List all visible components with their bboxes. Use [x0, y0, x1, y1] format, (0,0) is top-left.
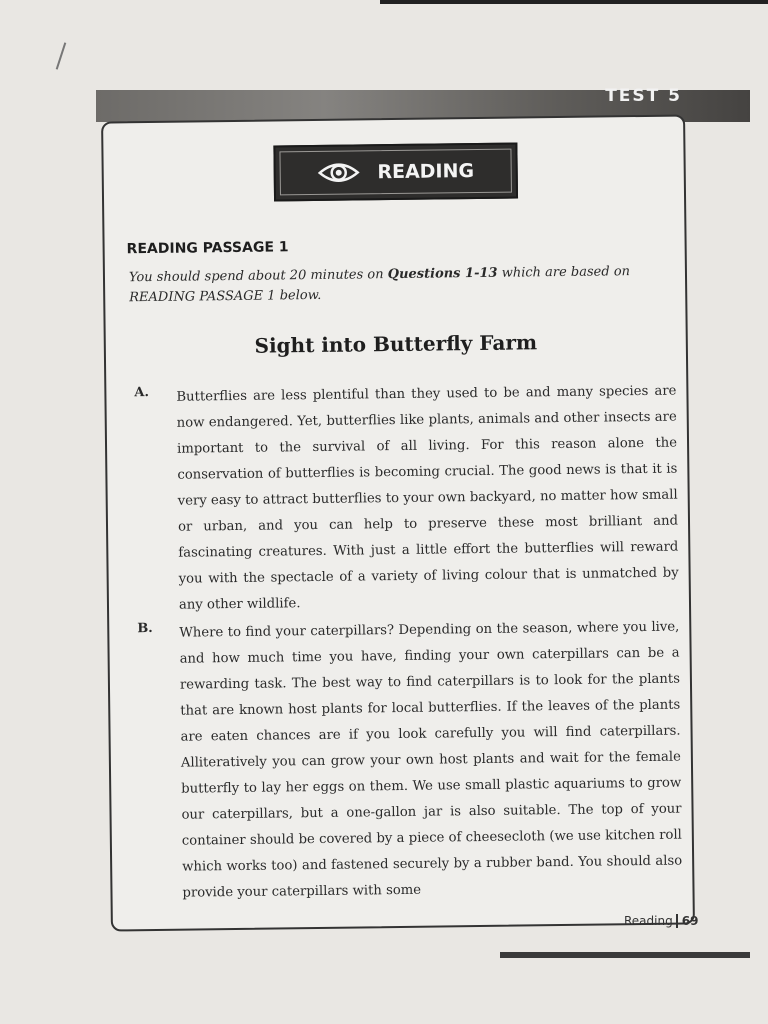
paragraph-letter: A.: [134, 385, 150, 401]
instructions: [129, 262, 674, 309]
paragraph-text: Where to find your caterpillars? Depending on the season, where you live, and how much time you have, finding your own caterpillars can be a rewarding task. The best way to find caterpillars is to look for the plants that are known host plants for local butterflies. If the leaves of the plants are eaten chances are if you look carefully you will find caterpillars. Alliteratively you can grow your own host plants and wait for the female butterfly to lay her eggs on them. We use small plastic aquariums to grow our caterpillars, but a one-gallon jar is also suitable. The top of your container should be covered by a piece of cheesecloth (we use kitchen roll which works too) and fastened securely by a rubber band. You should also provide your caterpillars with some: [179, 619, 683, 901]
instructions-suffix: which are based on READING PASSAGE 1 below.: [129, 264, 631, 306]
section-title: READING: [377, 160, 475, 184]
page-bottom-edge: [500, 952, 750, 958]
eye-icon: [317, 159, 359, 186]
article-title: Sight into Butterfly Farm: [254, 330, 538, 358]
footer-section: Reading: [624, 914, 673, 928]
paragraph-a: [134, 379, 679, 613]
instructions-questions: Questions 1-13: [387, 265, 498, 283]
passage-label: READING PASSAGE 1: [126, 239, 289, 258]
instructions-prefix: You should spend about 20 minutes on: [128, 267, 384, 286]
paragraph-text: Butterflies are less plentiful than they used to be and many species are now endangered. Yet, butterflies like plants, animals and other insects are important to the survival of all living. For this reason alone the conservation of butterflies is becoming crucial. The good news is that it is very easy to attract butterflies to your own backyard, no matter how small or urban, and you can help to preserve these most brilliant and fascinating creatures. With just a little effort the butterflies will reward you with the spectacle of a variety of living colour that is unmatched by any other wildlife.: [176, 383, 679, 613]
page-number: 69: [676, 914, 699, 928]
pencil-mark: [56, 42, 67, 69]
reading-banner: [273, 143, 518, 202]
reading-frame: [101, 114, 695, 931]
paragraph-letter: B.: [137, 621, 153, 637]
test-label: TEST 5: [605, 86, 682, 106]
page-footer: [624, 914, 698, 928]
page-top-edge: [380, 0, 768, 4]
